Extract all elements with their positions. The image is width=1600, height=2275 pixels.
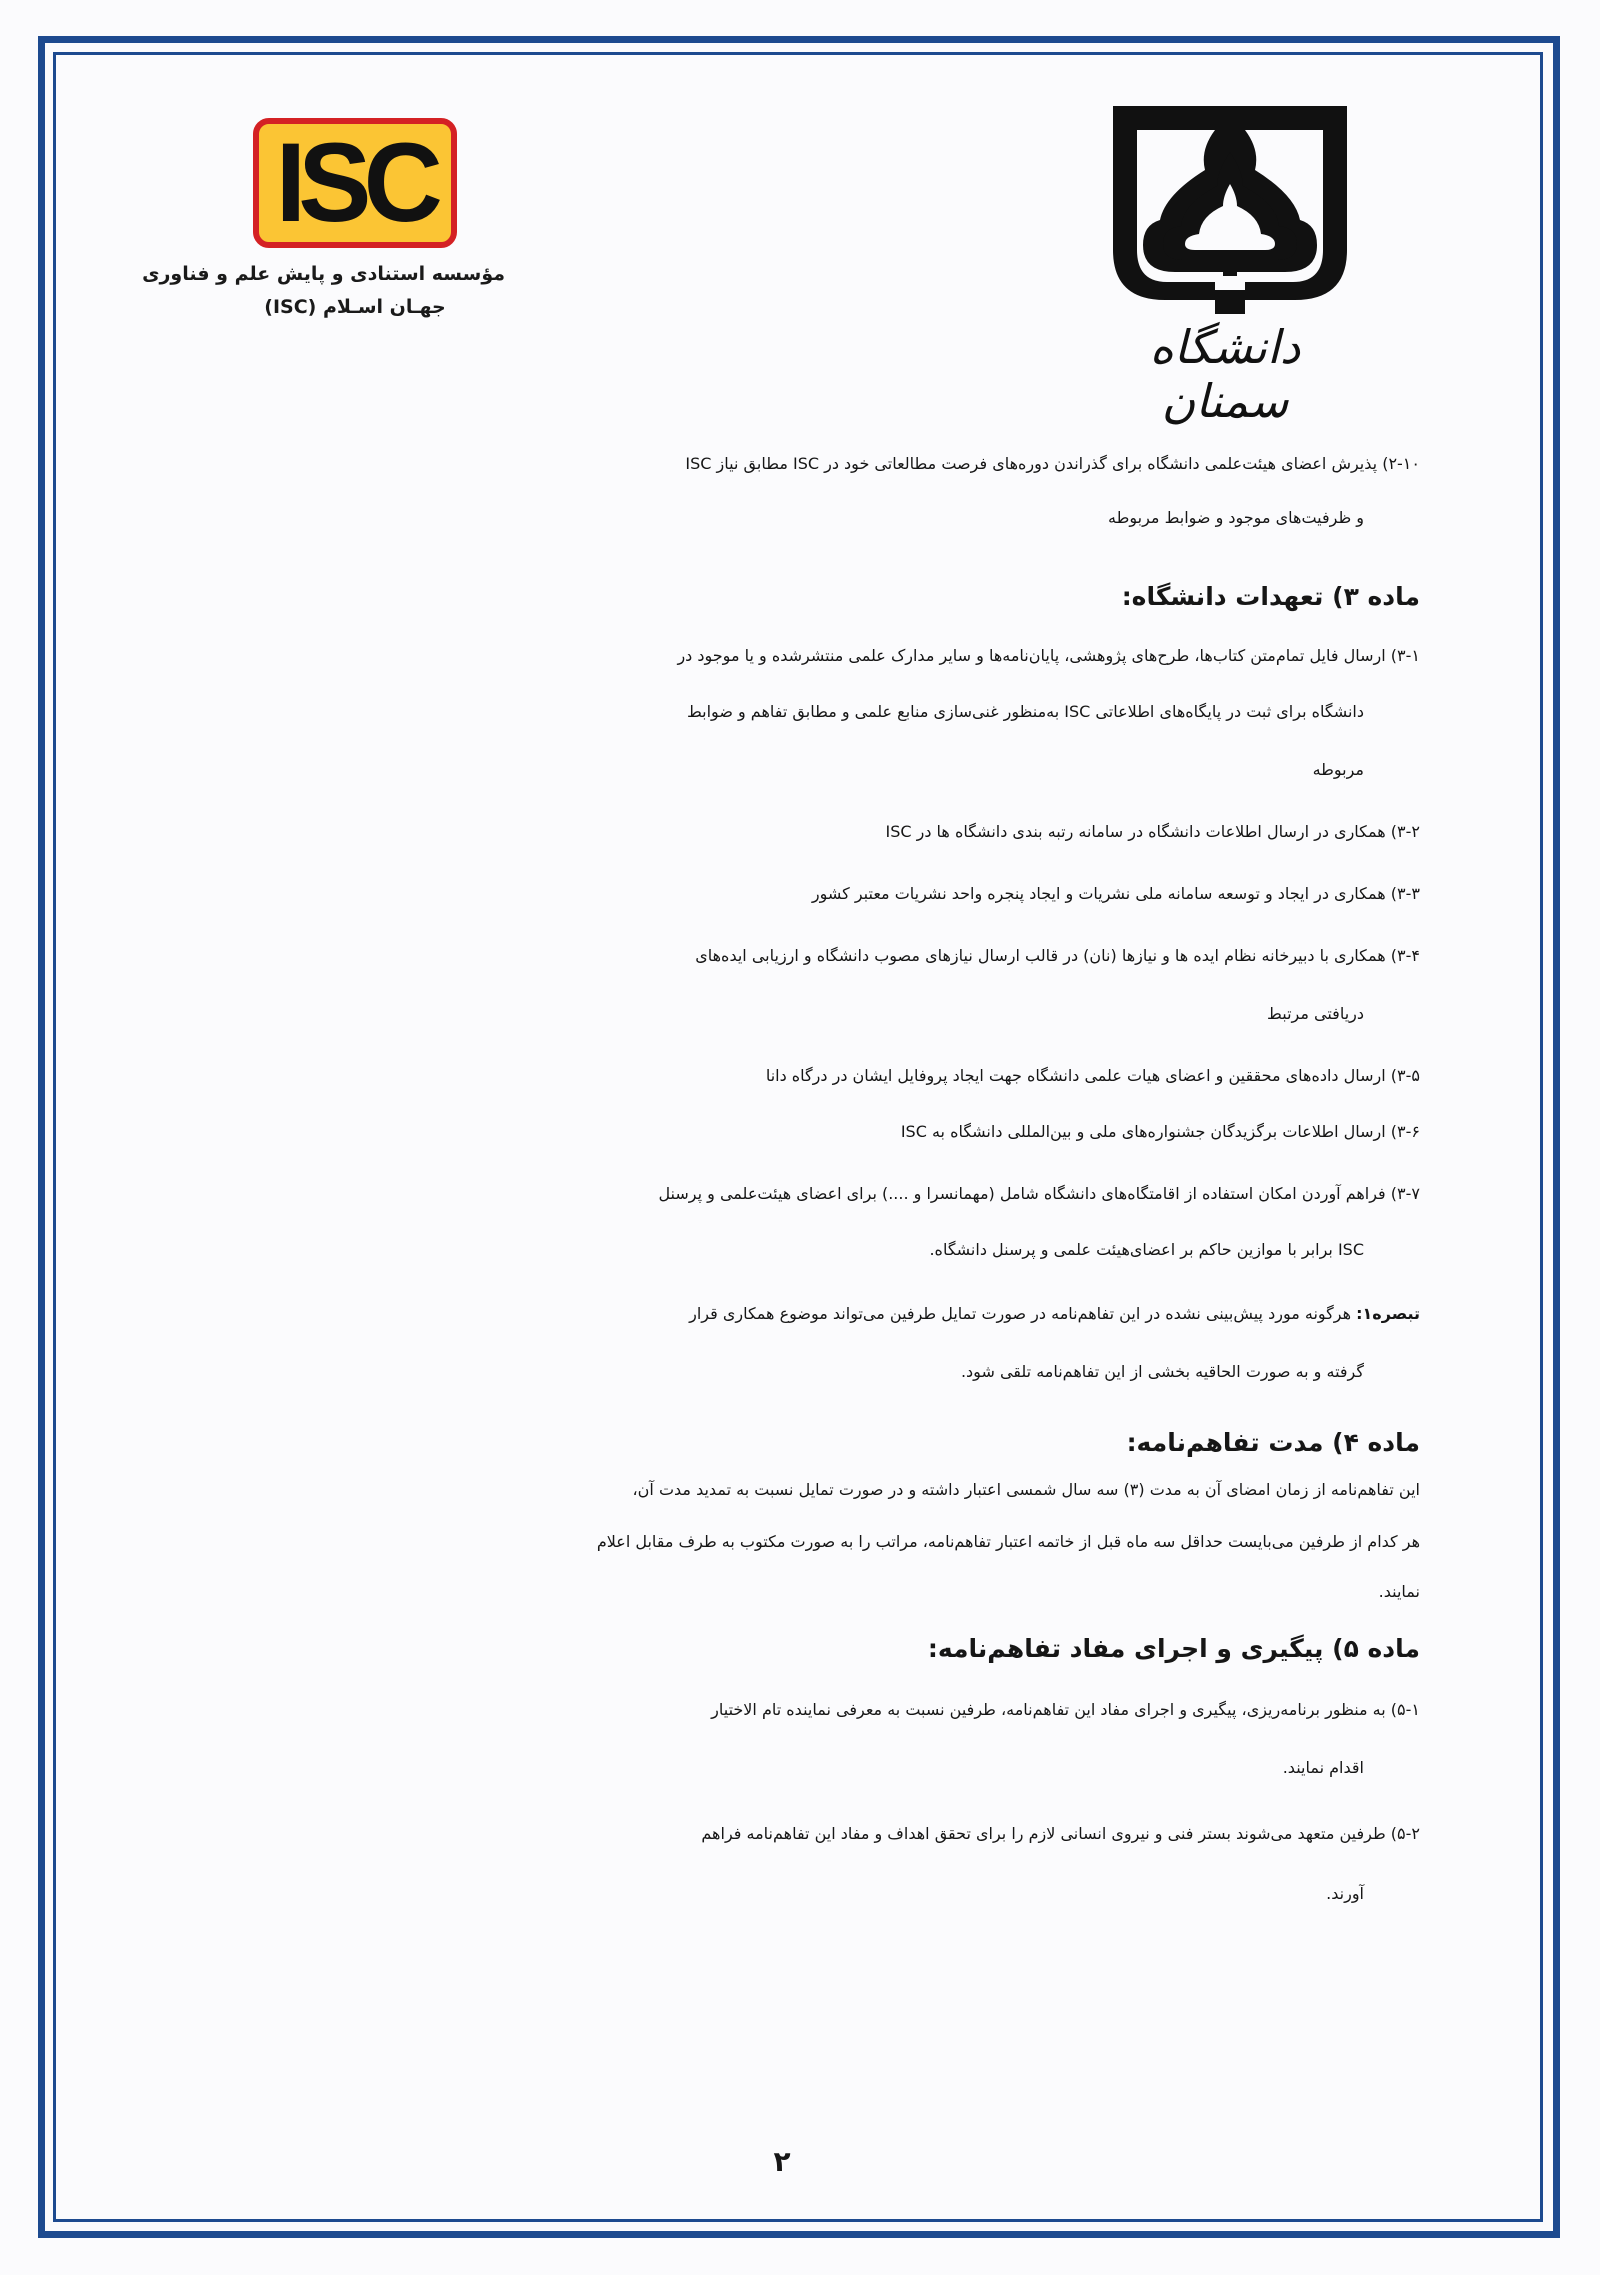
article-3-item-6: ۳-۶) ارسال اطلاعات برگزیدگان جشنواره‌های ملی و بین‌المللی دانشگاه به ISC — [900, 1122, 1420, 1141]
article-4-line1: این تفاهم‌نامه از زمان امضای آن به مدت (۳) سه سال شمسی اعتبار داشته و در صورت تمایل نسبت به تمدید مدت آن، — [632, 1480, 1420, 1499]
page-number: ۲ — [773, 2145, 791, 2178]
article-3-item-2: ۳-۲) همکاری در ارسال اطلاعات دانشگاه در سامانه رتبه بندی دانشگاه ها در ISC — [885, 822, 1420, 841]
isc-caption-line2: جهـان اسـلام (ISC) — [264, 296, 446, 318]
article-5-item-1-line1: ۵-۱) به منظور برنامه‌ریزی، پیگیری و اجرای مفاد این تفاهم‌نامه، طرفین نسبت به معرفی نماینده تام الاختیار — [711, 1700, 1420, 1719]
note-text: هرگونه مورد پیش‌بینی نشده در این تفاهم‌نامه در صورت تمایل طرفین می‌تواند موضوع همکاری قرار — [689, 1304, 1357, 1323]
article-3-note-line1 — [148, 1304, 1420, 1323]
article-5-item-1-line2: اقدام نمایند. — [1282, 1758, 1364, 1777]
article-3-item-7-line2: ISC برابر با موازین حاکم بر اعضای‌هیئت علمی و پرسنل دانشگاه. — [929, 1240, 1364, 1259]
article-4-line3: نمایند. — [1378, 1582, 1420, 1601]
article-3-item-1-line1: ۳-۱) ارسال فایل تمام‌متن کتاب‌ها، طرح‌های پژوهشی، پایان‌نامه‌ها و سایر مدارک علمی منتشرشده و یا موجود در — [677, 646, 1420, 665]
article-3-item-3: ۳-۳) همکاری در ایجاد و توسعه سامانه ملی نشریات و ایجاد پنجره واحد نشریات معتبر کشور — [811, 884, 1420, 903]
article-3-item-1-line3: مربوطه — [1312, 760, 1364, 779]
article-5-item-2-line1: ۵-۲) طرفین متعهد می‌شوند بستر فنی و نیروی انسانی لازم را برای تحقق اهداف و مفاد این تفاهم‌نامه فراهم — [701, 1824, 1420, 1843]
isc-logo-mark: ISC — [275, 120, 435, 245]
article-4-line2: هر کدام از طرفین می‌بایست حداقل سه ماه قبل از خاتمه اعتبار تفاهم‌نامه، مراتب را به صورت مکتوب به طرف مقابل اعلام — [596, 1532, 1420, 1551]
article-3-item-4-line1: ۳-۴) همکاری با دبیرخانه نظام ایده ها و نیازها (نان) در قالب ارسال نیازهای مصوب دانشگاه و ارزیابی ایده‌های — [695, 946, 1420, 965]
article-3-item-7-line1: ۳-۷) فراهم آوردن امکان استفاده از اقامتگاه‌های دانشگاه شامل (مهمانسرا و ....) برای اعضای هیئت‌علمی و پرسنل — [658, 1184, 1420, 1203]
isc-caption-line1: مؤسسه استنادی و پایش علم و فناوری — [142, 263, 505, 285]
article-5-item-2-line2: آورند. — [1326, 1884, 1364, 1903]
article-4-heading: ماده ۴) مدت تفاهم‌نامه: — [1126, 1428, 1420, 1457]
article-3-item-4-line2: دریافتی مرتبط — [1267, 1004, 1364, 1023]
article-3-item-1-line2: دانشگاه برای ثبت در پایگاه‌های اطلاعاتی ISC به‌منظور غنی‌سازی منابع علمی و مطابق تفاهم و ضوابط — [686, 702, 1364, 721]
note-label: تبصره۱: — [1356, 1304, 1420, 1323]
item-2-10-line1: ۲-۱۰) پذیرش اعضای هیئت‌علمی دانشگاه برای گذراندن دوره‌های فرصت مطالعاتی خود در ISC مطابق نیاز ISC — [685, 454, 1420, 473]
semnan-university-emblem-icon — [1105, 100, 1355, 320]
article-3-note-line2: گرفته و به صورت الحاقیه بخشی از این تفاهم‌نامه تلقی شود. — [960, 1362, 1364, 1381]
item-2-10-line2: و ظرفیت‌های موجود و ضوابط مربوطه — [1108, 508, 1364, 527]
isc-caption — [142, 258, 505, 324]
isc-logo — [253, 118, 457, 248]
article-3-heading: ماده ۳) تعهدات دانشگاه: — [1121, 582, 1420, 611]
article-3-item-5: ۳-۵) ارسال داده‌های محققین و اعضای هیات علمی دانشگاه جهت ایجاد پروفایل ایشان در درگاه دانا — [765, 1066, 1420, 1085]
university-name: دانشگاه سمنان — [1149, 320, 1301, 428]
article-5-heading: ماده ۵) پیگیری و اجرای مفاد تفاهم‌نامه: — [927, 1634, 1420, 1663]
